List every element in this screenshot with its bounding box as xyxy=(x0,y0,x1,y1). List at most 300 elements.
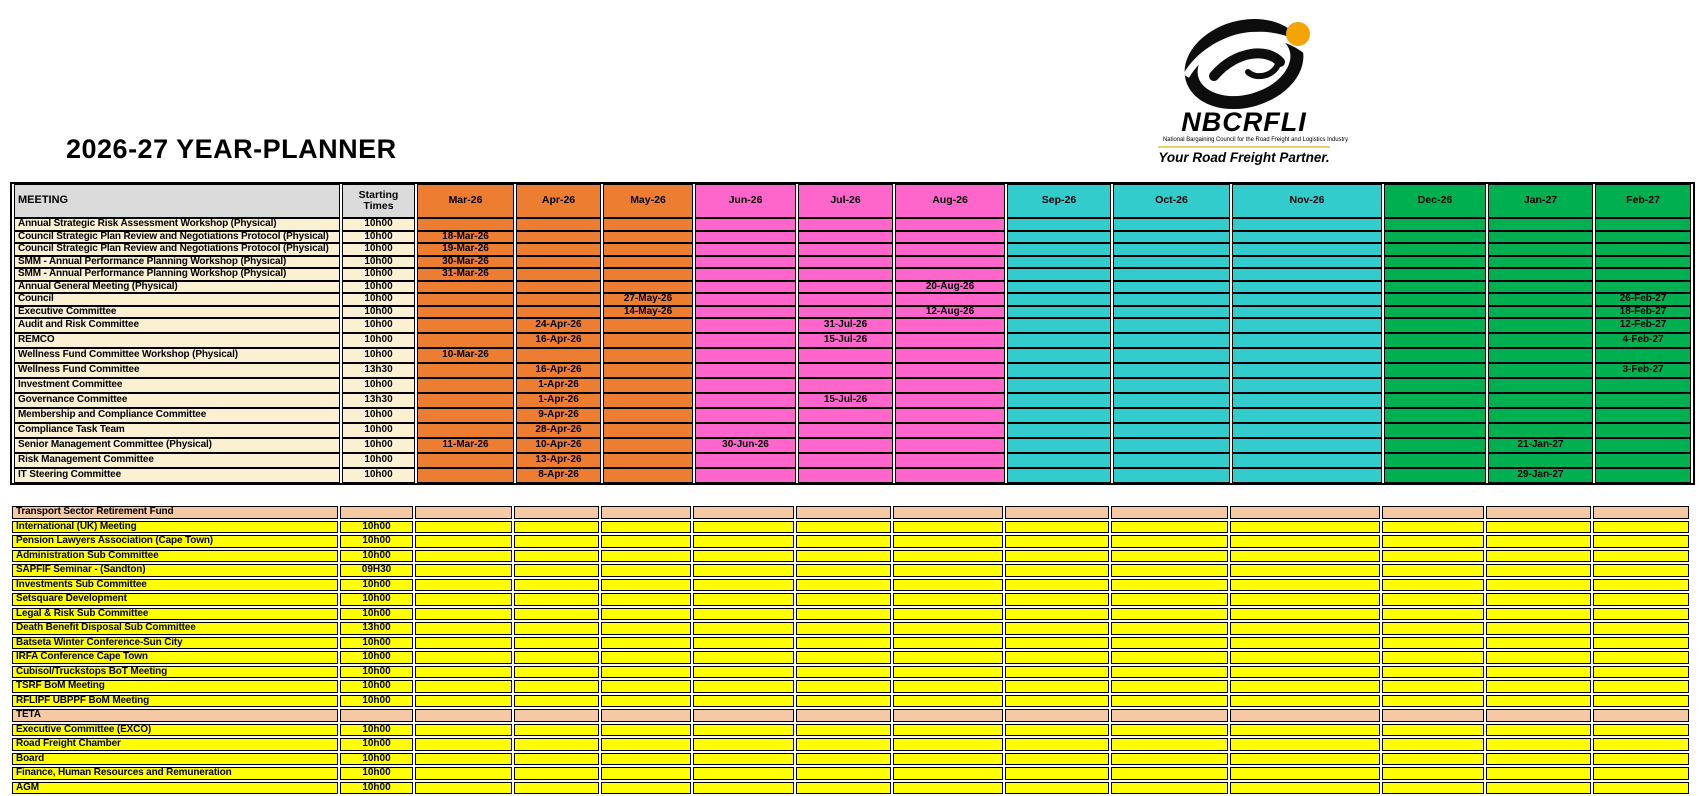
meeting-name-cell[interactable]: TSRF BoM Meeting xyxy=(12,680,338,693)
empty-date-cell[interactable] xyxy=(798,231,893,244)
empty-date-cell[interactable] xyxy=(796,579,891,592)
empty-date-cell[interactable] xyxy=(1005,695,1109,708)
empty-date-cell[interactable] xyxy=(516,256,601,269)
date-cell[interactable]: 15-Jul-26 xyxy=(798,333,893,348)
empty-date-cell[interactable] xyxy=(693,695,794,708)
empty-date-cell[interactable] xyxy=(895,243,1005,256)
empty-date-cell[interactable] xyxy=(1113,293,1230,306)
empty-date-cell[interactable] xyxy=(798,256,893,269)
empty-date-cell[interactable] xyxy=(417,378,514,393)
empty-date-cell[interactable] xyxy=(893,680,1003,693)
empty-date-cell[interactable] xyxy=(895,318,1005,333)
empty-date-cell[interactable] xyxy=(1113,333,1230,348)
empty-date-cell[interactable] xyxy=(417,218,514,231)
starting-time-cell[interactable]: 10h00 xyxy=(340,695,413,708)
empty-date-cell[interactable] xyxy=(603,438,693,453)
starting-time-cell[interactable]: 13h00 xyxy=(340,622,413,635)
empty-date-cell[interactable] xyxy=(1488,256,1593,269)
empty-date-cell[interactable] xyxy=(1384,318,1486,333)
date-cell[interactable]: 31-Mar-26 xyxy=(417,268,514,281)
empty-date-cell[interactable] xyxy=(1595,243,1691,256)
empty-date-cell[interactable] xyxy=(1232,468,1382,483)
empty-date-cell[interactable] xyxy=(1595,408,1691,423)
empty-date-cell[interactable] xyxy=(603,393,693,408)
date-cell[interactable]: 1-Apr-26 xyxy=(516,378,601,393)
empty-date-cell[interactable] xyxy=(1593,637,1689,650)
starting-time-cell[interactable]: 10h00 xyxy=(340,767,413,780)
starting-time-cell[interactable]: 10h00 xyxy=(340,593,413,606)
date-cell[interactable]: 26-Feb-27 xyxy=(1595,293,1691,306)
date-cell[interactable]: 9-Apr-26 xyxy=(516,408,601,423)
empty-date-cell[interactable] xyxy=(603,468,693,483)
empty-date-cell[interactable] xyxy=(1384,333,1486,348)
empty-date-cell[interactable] xyxy=(1488,293,1593,306)
empty-date-cell[interactable] xyxy=(1007,363,1111,378)
meeting-name-cell[interactable]: Annual Strategic Risk Assessment Workshop (Physical) xyxy=(14,218,340,231)
empty-date-cell[interactable] xyxy=(1486,666,1591,679)
empty-date-cell[interactable] xyxy=(798,218,893,231)
starting-time-cell[interactable]: 10h00 xyxy=(340,753,413,766)
empty-date-cell[interactable] xyxy=(603,363,693,378)
empty-date-cell[interactable] xyxy=(601,651,691,664)
empty-date-cell[interactable] xyxy=(1384,363,1486,378)
empty-date-cell[interactable] xyxy=(798,468,893,483)
empty-date-cell[interactable] xyxy=(1111,709,1228,722)
empty-date-cell[interactable] xyxy=(1382,579,1484,592)
empty-date-cell[interactable] xyxy=(798,243,893,256)
meeting-name-cell[interactable]: Executive Committee (EXCO) xyxy=(12,724,338,737)
empty-date-cell[interactable] xyxy=(1113,268,1230,281)
empty-date-cell[interactable] xyxy=(601,782,691,795)
empty-date-cell[interactable] xyxy=(893,506,1003,519)
empty-date-cell[interactable] xyxy=(796,738,891,751)
starting-time-cell[interactable]: 10h00 xyxy=(340,521,413,534)
empty-date-cell[interactable] xyxy=(1230,695,1380,708)
empty-date-cell[interactable] xyxy=(1230,564,1380,577)
empty-date-cell[interactable] xyxy=(895,393,1005,408)
empty-date-cell[interactable] xyxy=(1486,622,1591,635)
empty-date-cell[interactable] xyxy=(1230,622,1380,635)
empty-date-cell[interactable] xyxy=(1005,724,1109,737)
empty-date-cell[interactable] xyxy=(603,453,693,468)
empty-date-cell[interactable] xyxy=(796,608,891,621)
empty-date-cell[interactable] xyxy=(798,306,893,319)
empty-date-cell[interactable] xyxy=(1005,651,1109,664)
empty-date-cell[interactable] xyxy=(695,256,796,269)
empty-date-cell[interactable] xyxy=(1007,333,1111,348)
empty-date-cell[interactable] xyxy=(1005,622,1109,635)
empty-date-cell[interactable] xyxy=(1488,268,1593,281)
empty-date-cell[interactable] xyxy=(1593,593,1689,606)
empty-date-cell[interactable] xyxy=(415,564,512,577)
empty-date-cell[interactable] xyxy=(1384,306,1486,319)
starting-time-cell[interactable]: 10h00 xyxy=(342,468,415,483)
empty-date-cell[interactable] xyxy=(796,506,891,519)
empty-date-cell[interactable] xyxy=(796,782,891,795)
empty-date-cell[interactable] xyxy=(1007,281,1111,294)
empty-date-cell[interactable] xyxy=(1593,680,1689,693)
empty-date-cell[interactable] xyxy=(695,378,796,393)
empty-date-cell[interactable] xyxy=(1488,393,1593,408)
empty-date-cell[interactable] xyxy=(1005,579,1109,592)
empty-date-cell[interactable] xyxy=(1005,535,1109,548)
empty-date-cell[interactable] xyxy=(1595,256,1691,269)
empty-date-cell[interactable] xyxy=(1230,666,1380,679)
empty-date-cell[interactable] xyxy=(603,333,693,348)
empty-date-cell[interactable] xyxy=(1382,637,1484,650)
empty-date-cell[interactable] xyxy=(1230,680,1380,693)
empty-date-cell[interactable] xyxy=(798,408,893,423)
empty-date-cell[interactable] xyxy=(1232,423,1382,438)
empty-date-cell[interactable] xyxy=(1005,782,1109,795)
empty-date-cell[interactable] xyxy=(1113,378,1230,393)
empty-date-cell[interactable] xyxy=(1232,333,1382,348)
meeting-name-cell[interactable]: Risk Management Committee xyxy=(14,453,340,468)
empty-date-cell[interactable] xyxy=(893,622,1003,635)
empty-date-cell[interactable] xyxy=(893,738,1003,751)
empty-date-cell[interactable] xyxy=(1486,593,1591,606)
empty-date-cell[interactable] xyxy=(603,243,693,256)
empty-date-cell[interactable] xyxy=(895,333,1005,348)
empty-date-cell[interactable] xyxy=(1007,348,1111,363)
empty-date-cell[interactable] xyxy=(1593,521,1689,534)
empty-date-cell[interactable] xyxy=(895,408,1005,423)
column-header-aug-26[interactable]: Aug-26 xyxy=(895,184,1005,218)
starting-time-cell[interactable]: 10h00 xyxy=(342,218,415,231)
meeting-name-cell[interactable]: Legal & Risk Sub Committee xyxy=(12,608,338,621)
empty-date-cell[interactable] xyxy=(415,593,512,606)
empty-date-cell[interactable] xyxy=(693,637,794,650)
empty-date-cell[interactable] xyxy=(601,709,691,722)
column-header-dec-26[interactable]: Dec-26 xyxy=(1384,184,1486,218)
empty-date-cell[interactable] xyxy=(1111,738,1228,751)
meeting-name-cell[interactable]: Membership and Compliance Committee xyxy=(14,408,340,423)
column-header-may-26[interactable]: May-26 xyxy=(603,184,693,218)
date-cell[interactable]: 18-Mar-26 xyxy=(417,231,514,244)
empty-date-cell[interactable] xyxy=(415,637,512,650)
empty-date-cell[interactable] xyxy=(1486,753,1591,766)
empty-date-cell[interactable] xyxy=(893,608,1003,621)
starting-time-cell[interactable]: 10h00 xyxy=(340,550,413,563)
empty-date-cell[interactable] xyxy=(1488,306,1593,319)
empty-date-cell[interactable] xyxy=(417,468,514,483)
empty-date-cell[interactable] xyxy=(1005,738,1109,751)
date-cell[interactable]: 12-Feb-27 xyxy=(1595,318,1691,333)
empty-date-cell[interactable] xyxy=(1384,423,1486,438)
empty-date-cell[interactable] xyxy=(798,378,893,393)
empty-date-cell[interactable] xyxy=(1005,593,1109,606)
empty-date-cell[interactable] xyxy=(1232,243,1382,256)
empty-date-cell[interactable] xyxy=(1005,564,1109,577)
empty-date-cell[interactable] xyxy=(1593,738,1689,751)
empty-date-cell[interactable] xyxy=(1232,393,1382,408)
empty-date-cell[interactable] xyxy=(417,306,514,319)
empty-date-cell[interactable] xyxy=(415,695,512,708)
meeting-name-cell[interactable]: IT Steering Committee xyxy=(14,468,340,483)
empty-date-cell[interactable] xyxy=(1007,318,1111,333)
empty-date-cell[interactable] xyxy=(1382,666,1484,679)
empty-date-cell[interactable] xyxy=(1384,393,1486,408)
empty-date-cell[interactable] xyxy=(1382,608,1484,621)
empty-date-cell[interactable] xyxy=(893,695,1003,708)
date-cell[interactable]: 12-Aug-26 xyxy=(895,306,1005,319)
empty-date-cell[interactable] xyxy=(893,593,1003,606)
empty-date-cell[interactable] xyxy=(1232,231,1382,244)
empty-date-cell[interactable] xyxy=(695,363,796,378)
empty-date-cell[interactable] xyxy=(1230,550,1380,563)
column-header-meeting[interactable]: MEETING xyxy=(14,184,340,218)
empty-date-cell[interactable] xyxy=(1113,393,1230,408)
empty-date-cell[interactable] xyxy=(1384,243,1486,256)
empty-date-cell[interactable] xyxy=(1230,506,1380,519)
empty-date-cell[interactable] xyxy=(895,438,1005,453)
meeting-name-cell[interactable]: Annual General Meeting (Physical) xyxy=(14,281,340,294)
empty-date-cell[interactable] xyxy=(893,666,1003,679)
empty-date-cell[interactable] xyxy=(417,393,514,408)
empty-date-cell[interactable] xyxy=(1007,256,1111,269)
starting-time-cell[interactable]: 10h00 xyxy=(342,256,415,269)
empty-date-cell[interactable] xyxy=(796,622,891,635)
empty-date-cell[interactable] xyxy=(895,453,1005,468)
empty-date-cell[interactable] xyxy=(1005,550,1109,563)
empty-date-cell[interactable] xyxy=(893,724,1003,737)
empty-date-cell[interactable] xyxy=(1595,231,1691,244)
empty-date-cell[interactable] xyxy=(1113,363,1230,378)
empty-date-cell[interactable] xyxy=(601,535,691,548)
section-title-cell[interactable]: Transport Sector Retirement Fund xyxy=(12,506,338,519)
date-cell[interactable]: 24-Apr-26 xyxy=(516,318,601,333)
empty-date-cell[interactable] xyxy=(695,348,796,363)
empty-date-cell[interactable] xyxy=(693,564,794,577)
empty-date-cell[interactable] xyxy=(1005,680,1109,693)
starting-time-cell[interactable]: 09H30 xyxy=(340,564,413,577)
empty-date-cell[interactable] xyxy=(695,318,796,333)
empty-date-cell[interactable] xyxy=(1232,256,1382,269)
empty-date-cell[interactable] xyxy=(514,666,599,679)
meeting-name-cell[interactable]: Wellness Fund Committee xyxy=(14,363,340,378)
empty-date-cell[interactable] xyxy=(1593,709,1689,722)
empty-date-cell[interactable] xyxy=(603,423,693,438)
empty-date-cell[interactable] xyxy=(417,293,514,306)
empty-date-cell[interactable] xyxy=(1488,363,1593,378)
empty-date-cell[interactable] xyxy=(1486,521,1591,534)
empty-date-cell[interactable] xyxy=(601,550,691,563)
empty-date-cell[interactable] xyxy=(693,579,794,592)
empty-date-cell[interactable] xyxy=(601,579,691,592)
empty-date-cell[interactable] xyxy=(601,637,691,650)
starting-time-cell[interactable]: 10h00 xyxy=(340,637,413,650)
empty-date-cell[interactable] xyxy=(1230,782,1380,795)
empty-date-cell[interactable] xyxy=(1382,738,1484,751)
empty-date-cell[interactable] xyxy=(895,268,1005,281)
empty-date-cell[interactable] xyxy=(1382,506,1484,519)
empty-date-cell[interactable] xyxy=(603,378,693,393)
empty-date-cell[interactable] xyxy=(895,468,1005,483)
empty-date-cell[interactable] xyxy=(1230,535,1380,548)
empty-date-cell[interactable] xyxy=(693,753,794,766)
meeting-name-cell[interactable]: Council Strategic Plan Review and Negotiations Protocol (Physical) xyxy=(14,231,340,244)
empty-date-cell[interactable] xyxy=(1488,281,1593,294)
empty-date-cell[interactable] xyxy=(1382,622,1484,635)
empty-date-cell[interactable] xyxy=(415,651,512,664)
starting-time-cell[interactable]: 10h00 xyxy=(340,680,413,693)
empty-date-cell[interactable] xyxy=(1384,468,1486,483)
empty-date-cell[interactable] xyxy=(514,738,599,751)
date-cell[interactable]: 18-Feb-27 xyxy=(1595,306,1691,319)
empty-date-cell[interactable] xyxy=(1593,622,1689,635)
meeting-name-cell[interactable]: Administration Sub Committee xyxy=(12,550,338,563)
empty-date-cell[interactable] xyxy=(417,363,514,378)
empty-date-cell[interactable] xyxy=(603,218,693,231)
date-cell[interactable]: 30-Mar-26 xyxy=(417,256,514,269)
meeting-name-cell[interactable]: Executive Committee xyxy=(14,306,340,319)
empty-date-cell[interactable] xyxy=(1595,268,1691,281)
empty-date-cell[interactable] xyxy=(1007,408,1111,423)
meeting-name-cell[interactable]: Batseta Winter Conference-Sun City xyxy=(12,637,338,650)
empty-date-cell[interactable] xyxy=(1595,378,1691,393)
empty-date-cell[interactable] xyxy=(693,666,794,679)
empty-date-cell[interactable] xyxy=(1593,782,1689,795)
starting-time-cell[interactable]: 10h00 xyxy=(342,348,415,363)
empty-date-cell[interactable] xyxy=(693,550,794,563)
starting-time-cell[interactable]: 10h00 xyxy=(340,608,413,621)
empty-date-cell[interactable] xyxy=(603,268,693,281)
meeting-name-cell[interactable]: Road Freight Chamber xyxy=(12,738,338,751)
empty-date-cell[interactable] xyxy=(893,637,1003,650)
empty-date-cell[interactable] xyxy=(514,608,599,621)
starting-time-cell[interactable]: 10h00 xyxy=(342,243,415,256)
meeting-name-cell[interactable]: Council xyxy=(14,293,340,306)
empty-date-cell[interactable] xyxy=(516,218,601,231)
empty-date-cell[interactable] xyxy=(895,378,1005,393)
empty-date-cell[interactable] xyxy=(895,348,1005,363)
starting-time-cell[interactable]: 10h00 xyxy=(342,293,415,306)
starting-time-cell[interactable] xyxy=(340,709,413,722)
empty-date-cell[interactable] xyxy=(893,521,1003,534)
empty-date-cell[interactable] xyxy=(1113,281,1230,294)
empty-date-cell[interactable] xyxy=(1113,348,1230,363)
empty-date-cell[interactable] xyxy=(601,680,691,693)
empty-date-cell[interactable] xyxy=(798,348,893,363)
empty-date-cell[interactable] xyxy=(1111,506,1228,519)
empty-date-cell[interactable] xyxy=(601,521,691,534)
date-cell[interactable]: 19-Mar-26 xyxy=(417,243,514,256)
empty-date-cell[interactable] xyxy=(1486,564,1591,577)
empty-date-cell[interactable] xyxy=(1111,535,1228,548)
empty-date-cell[interactable] xyxy=(1382,782,1484,795)
empty-date-cell[interactable] xyxy=(514,637,599,650)
empty-date-cell[interactable] xyxy=(1232,408,1382,423)
empty-date-cell[interactable] xyxy=(693,651,794,664)
empty-date-cell[interactable] xyxy=(514,564,599,577)
empty-date-cell[interactable] xyxy=(1593,564,1689,577)
empty-date-cell[interactable] xyxy=(415,724,512,737)
empty-date-cell[interactable] xyxy=(514,579,599,592)
empty-date-cell[interactable] xyxy=(1232,293,1382,306)
date-cell[interactable]: 3-Feb-27 xyxy=(1595,363,1691,378)
empty-date-cell[interactable] xyxy=(1230,724,1380,737)
empty-date-cell[interactable] xyxy=(798,293,893,306)
section-title-cell[interactable]: TETA xyxy=(12,709,338,722)
empty-date-cell[interactable] xyxy=(1111,550,1228,563)
empty-date-cell[interactable] xyxy=(695,293,796,306)
empty-date-cell[interactable] xyxy=(516,348,601,363)
meeting-name-cell[interactable]: IRFA Conference Cape Town xyxy=(12,651,338,664)
empty-date-cell[interactable] xyxy=(603,281,693,294)
empty-date-cell[interactable] xyxy=(603,348,693,363)
empty-date-cell[interactable] xyxy=(895,256,1005,269)
empty-date-cell[interactable] xyxy=(1113,453,1230,468)
starting-time-cell[interactable]: 10h00 xyxy=(342,423,415,438)
empty-date-cell[interactable] xyxy=(1488,348,1593,363)
empty-date-cell[interactable] xyxy=(798,363,893,378)
empty-date-cell[interactable] xyxy=(603,231,693,244)
empty-date-cell[interactable] xyxy=(1593,651,1689,664)
empty-date-cell[interactable] xyxy=(1384,281,1486,294)
starting-time-cell[interactable]: 10h00 xyxy=(342,408,415,423)
empty-date-cell[interactable] xyxy=(695,231,796,244)
empty-date-cell[interactable] xyxy=(1593,695,1689,708)
empty-date-cell[interactable] xyxy=(514,550,599,563)
empty-date-cell[interactable] xyxy=(1113,243,1230,256)
starting-time-cell[interactable]: 10h00 xyxy=(342,281,415,294)
meeting-name-cell[interactable]: Audit and Risk Committee xyxy=(14,318,340,333)
empty-date-cell[interactable] xyxy=(1382,709,1484,722)
empty-date-cell[interactable] xyxy=(516,268,601,281)
empty-date-cell[interactable] xyxy=(798,438,893,453)
empty-date-cell[interactable] xyxy=(1486,651,1591,664)
column-header-feb-27[interactable]: Feb-27 xyxy=(1595,184,1691,218)
meeting-name-cell[interactable]: Death Benefit Disposal Sub Committee xyxy=(12,622,338,635)
empty-date-cell[interactable] xyxy=(695,453,796,468)
empty-date-cell[interactable] xyxy=(1111,666,1228,679)
empty-date-cell[interactable] xyxy=(1007,393,1111,408)
date-cell[interactable]: 8-Apr-26 xyxy=(516,468,601,483)
empty-date-cell[interactable] xyxy=(1486,608,1591,621)
empty-date-cell[interactable] xyxy=(1488,453,1593,468)
empty-date-cell[interactable] xyxy=(516,231,601,244)
empty-date-cell[interactable] xyxy=(1382,695,1484,708)
empty-date-cell[interactable] xyxy=(516,243,601,256)
meeting-name-cell[interactable]: Senior Management Committee (Physical) xyxy=(14,438,340,453)
empty-date-cell[interactable] xyxy=(1232,438,1382,453)
empty-date-cell[interactable] xyxy=(601,608,691,621)
empty-date-cell[interactable] xyxy=(1384,231,1486,244)
empty-date-cell[interactable] xyxy=(1005,666,1109,679)
column-header-nov-26[interactable]: Nov-26 xyxy=(1232,184,1382,218)
empty-date-cell[interactable] xyxy=(1595,281,1691,294)
empty-date-cell[interactable] xyxy=(695,281,796,294)
empty-date-cell[interactable] xyxy=(893,753,1003,766)
empty-date-cell[interactable] xyxy=(1230,753,1380,766)
empty-date-cell[interactable] xyxy=(1111,564,1228,577)
empty-date-cell[interactable] xyxy=(693,506,794,519)
empty-date-cell[interactable] xyxy=(796,753,891,766)
empty-date-cell[interactable] xyxy=(693,782,794,795)
date-cell[interactable]: 16-Apr-26 xyxy=(516,363,601,378)
meeting-name-cell[interactable]: International (UK) Meeting xyxy=(12,521,338,534)
starting-time-cell[interactable]: 10h00 xyxy=(342,231,415,244)
empty-date-cell[interactable] xyxy=(796,666,891,679)
empty-date-cell[interactable] xyxy=(1111,651,1228,664)
empty-date-cell[interactable] xyxy=(693,535,794,548)
empty-date-cell[interactable] xyxy=(693,680,794,693)
empty-date-cell[interactable] xyxy=(1230,651,1380,664)
date-cell[interactable]: 15-Jul-26 xyxy=(798,393,893,408)
date-cell[interactable]: 4-Feb-27 xyxy=(1595,333,1691,348)
empty-date-cell[interactable] xyxy=(798,268,893,281)
empty-date-cell[interactable] xyxy=(514,782,599,795)
